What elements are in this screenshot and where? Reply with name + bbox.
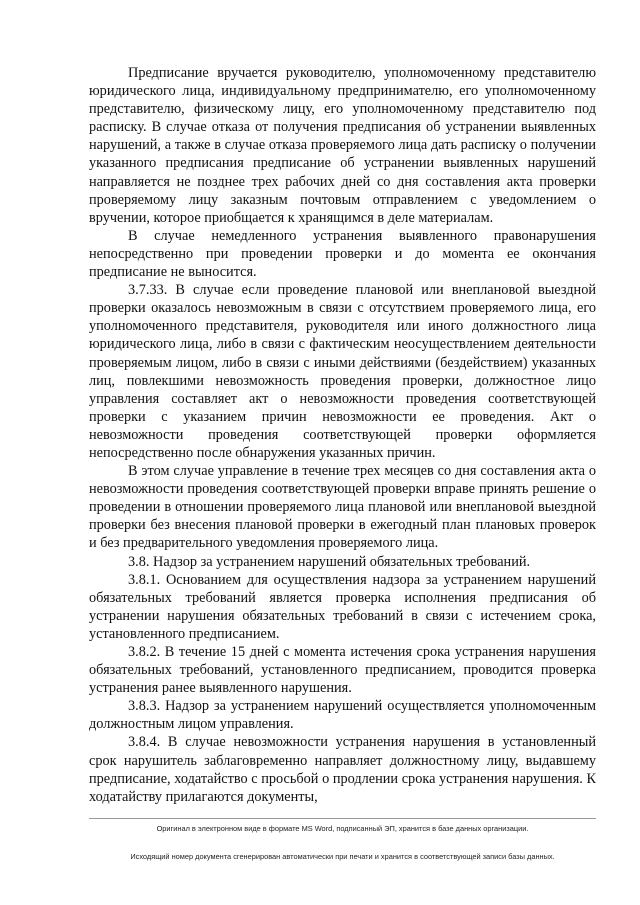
footer-divider <box>89 818 596 819</box>
paragraph-immediate-fix: В случае немедленного устранения выявленного правонарушения непосредственно при проведении проверки и до момента ее окончания предписание не выносится. <box>89 227 596 281</box>
footer-original-note: Оригинал в электронном виде в формате MS Word, подписанный ЭП, хранится в базе данных организации. <box>156 824 529 833</box>
document-body <box>89 64 596 806</box>
paragraph-order-delivery: Предписание вручается руководителю, уполномоченному представителю юридического лица, индивидуальному предпринимателю, его уполномоченному представителю, физическому лицу, его уполномоченному представителю под расписку. В случае отказа от получения предписания об устранении выявленных нарушений, а также в случае отказа проверяемого лица дать расписку о получении указанного предписания предписание об устранении выявленных нарушений направляется не позднее трех рабочих дней со дня составления акта проверки проверяемому лицу заказным почтовым отправлением с уведомлением о вручении, которое приобщается к хранящимся в деле материалам. <box>89 65 596 226</box>
paragraph-3-8-2: 3.8.2. В течение 15 дней с момента истечения срока устранения нарушения обязательных требований, установленного предписанием, проводится проверка устранения ранее выявленного нарушения. <box>89 644 596 697</box>
paragraph-3-7-33: 3.7.33. В случае если проведение плановой или внеплановой выездной проверки оказалось невозможным в связи с отсутствием проверяемого лица, его уполномоченного представителя, руководителя или иного должностного лица юридического лица, либо в связи с фактическим неосуществлением деятельности проверяемым лицом, либо в связи с иными действиями (бездействием) указанных лиц, повлекшими невозможность проведения проверки, должностное лицо управления составляет акт о невозможности проведения соответствующей проверки с указанием причин невозможности ее проведения. Акт о невозможности проведения соответствующей проверки оформляется непосредственно после обнаружения указанных причин. <box>89 282 596 461</box>
footer-number-note: Исходящий номер документа сгенерирован автоматически при печати и хранится в соответствующей записи базы данных. <box>130 852 555 861</box>
paragraph-repeat-inspection: В этом случае управление в течение трех месяцев со дня составления акта о невозможности проведения соответствующей проверки вправе принять решение о проведении в отношении проверяемого лица плановой или внеплановой выездной проверки без внесения плановой проверки в ежегодный план плановых проверок и без предварительного уведомления проверяемого лица. <box>89 463 596 552</box>
paragraph-3-8-4: 3.8.4. В случае невозможности устранения нарушения в установленный срок нарушитель заблаговременно направляет должностному лицу, выдавшему предписание, ходатайство с просьбой о продлении срока устранения нарушения. К ходатайству прилагаются документы, <box>89 734 596 805</box>
paragraph-3-8-3: 3.8.3. Надзор за устранением нарушений осуществляется уполномоченным должностным лицом управления. <box>89 698 596 733</box>
paragraph-3-8: 3.8. Надзор за устранением нарушений обязательных требований. <box>128 553 531 570</box>
paragraph-3-8-1: 3.8.1. Основанием для осуществления надзора за устранением нарушений обязательных требований является проверка исполнения предписания об устранении нарушения обязательных требований в связи с истечением срока, установленного предписанием. <box>89 571 596 642</box>
